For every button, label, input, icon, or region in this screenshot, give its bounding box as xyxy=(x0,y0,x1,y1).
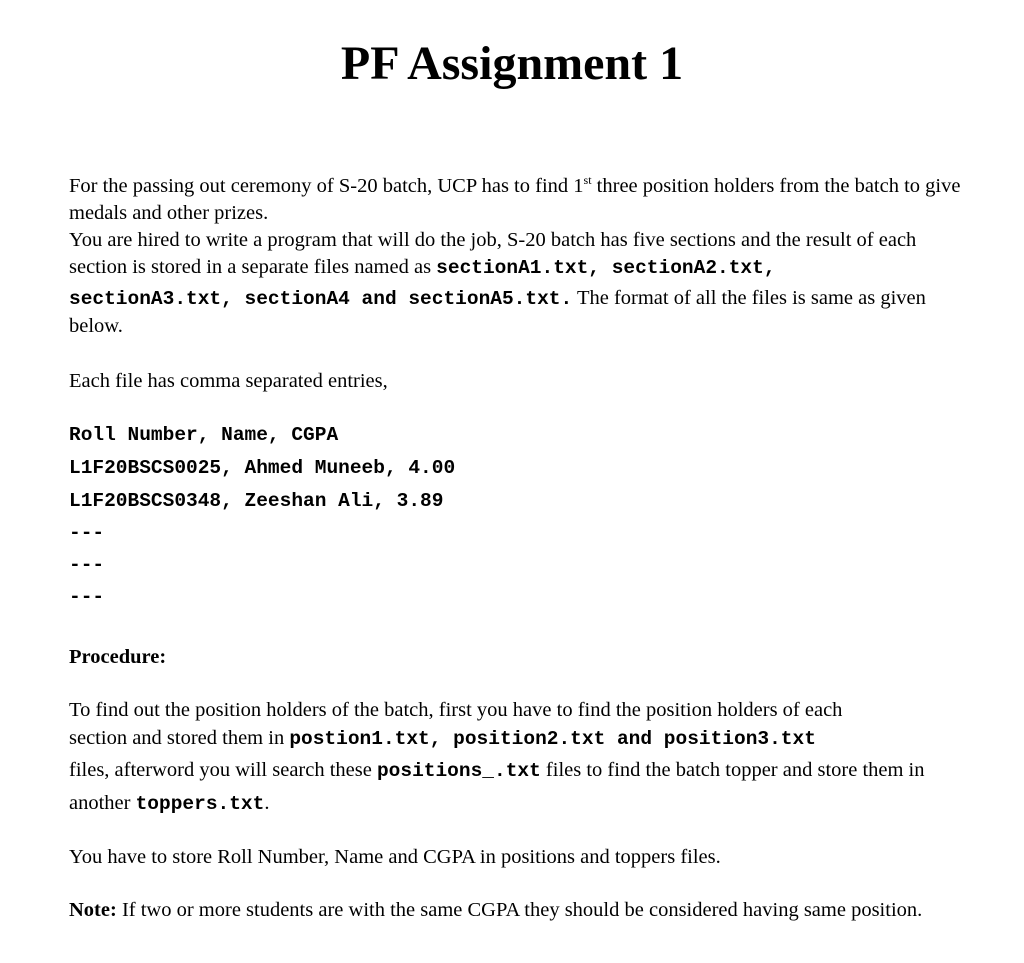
intro-paragraph-2 xyxy=(69,227,969,282)
procedure-paragraph-1 xyxy=(69,697,969,724)
code-line: --- xyxy=(69,554,105,576)
positions-file: positions_.txt xyxy=(376,760,541,782)
code-line: --- xyxy=(69,522,105,544)
procedure-paragraph-1-mono xyxy=(69,722,969,755)
toppers-file: toppers.txt xyxy=(135,793,265,815)
note-text: If two or more students are with the same CGPA they should be considered having same position. xyxy=(116,899,923,921)
procedure-text-c: files to find the batch topper and store them in another xyxy=(69,759,925,814)
intro-paragraph-1 xyxy=(69,173,969,227)
code-line: L1F20BSCS0025, Ahmed Muneeb, 4.00 xyxy=(69,457,456,479)
procedure-heading: Procedure: xyxy=(69,646,167,668)
procedure-paragraph-1-line3 xyxy=(69,754,969,820)
intro-p2-text-a: You are hired to write a program that will do the job, S-20 batch has five sections and the result of each section is stored in a separate files named as xyxy=(69,229,917,278)
note-paragraph xyxy=(69,897,969,924)
intro-paragraph-2-continued xyxy=(69,285,969,340)
procedure-text-b: files, afterword you will search these xyxy=(69,759,377,781)
file-format-intro: Each file has comma separated entries, xyxy=(69,370,388,392)
intro-text-a: For the passing out ceremony of S-20 batch, UCP has to find 1 xyxy=(69,175,584,197)
intro-text-b: three position holders from the batch to give medals and other prizes. xyxy=(69,175,961,224)
ordinal-superscript: st xyxy=(583,173,592,187)
note-label: Note: xyxy=(69,899,117,921)
section-files-line-2: sectionA3.txt, sectionA4 and sectionA5.txt. xyxy=(69,288,573,310)
section-files-line-1: sectionA1.txt, sectionA2.txt, xyxy=(436,257,776,279)
code-line: L1F20BSCS0348, Zeeshan Ali, 3.89 xyxy=(69,490,444,512)
intro-p2-text-b: The format of all the files is same as given below. xyxy=(69,287,926,337)
code-line: Roll Number, Name, CGPA xyxy=(69,424,339,446)
procedure-text-a: To find out the position holders of the batch, first you have to find the position holders of each xyxy=(69,699,843,721)
procedure-prefix-hidden: section and stored them in xyxy=(69,727,290,749)
page-title: PF Assignment 1 xyxy=(340,37,684,90)
position-files: postion1.txt, position2.txt and position3.txt xyxy=(289,728,816,750)
code-line: --- xyxy=(69,586,105,608)
procedure-paragraph-2: You have to store Roll Number, Name and CGPA in positions and toppers files. xyxy=(69,846,721,868)
procedure-text-d: . xyxy=(264,792,270,814)
